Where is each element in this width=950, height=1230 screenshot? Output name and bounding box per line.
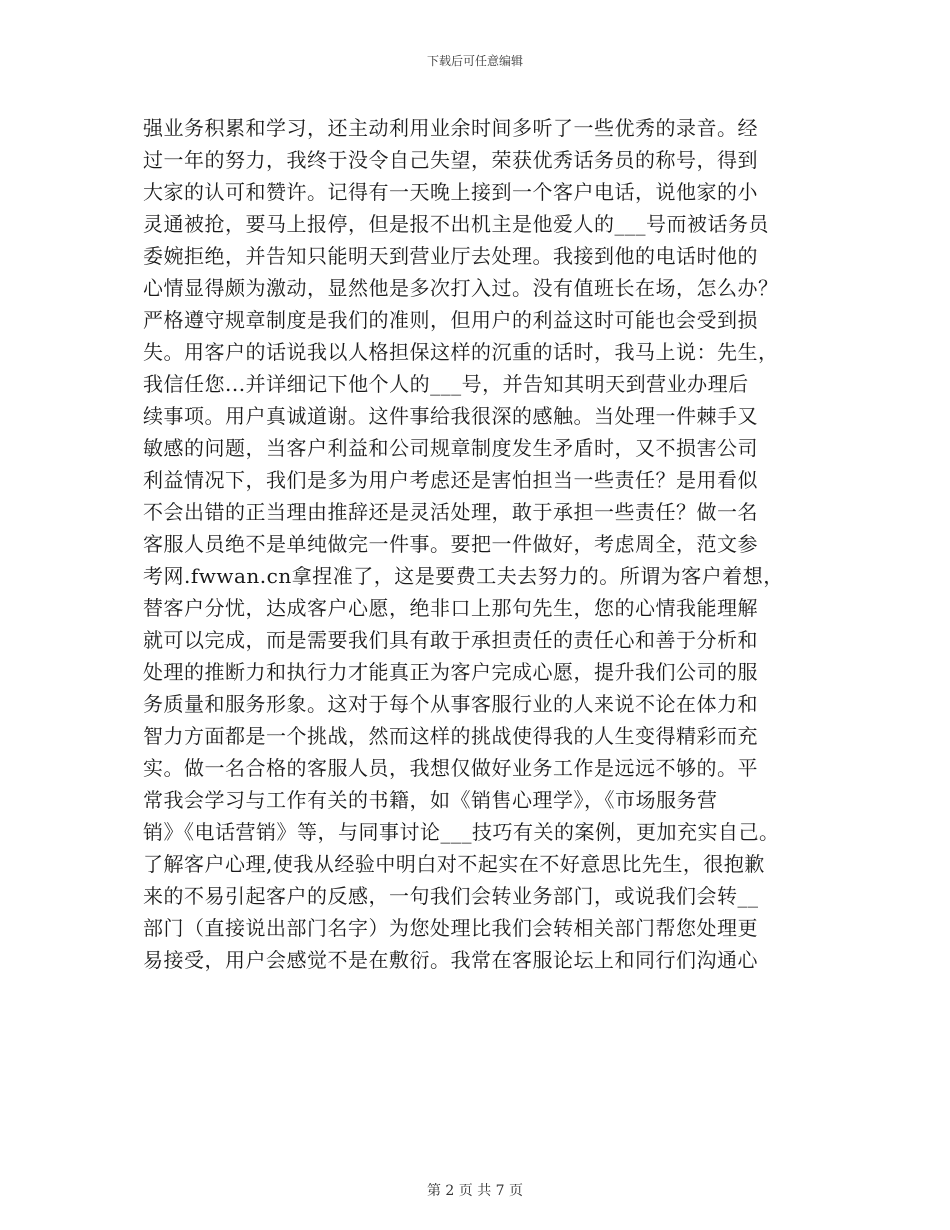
body-line: 利益情况下，我们是多为用户考虑还是害怕担当一些责任？是用看似 xyxy=(143,468,758,492)
body-line: 易接受，用户会感觉不是在敷衍。我常在客服论坛上和同行们沟通心 xyxy=(143,948,758,972)
body-line: 实。做一名合格的客服人员，我想仅做好业务工作是远远不够的。平 xyxy=(143,756,758,780)
body-line: 心情显得颇为激动，显然他是多次打入过。没有值班长在场，怎么办？ xyxy=(143,276,779,300)
body-line: 过一年的努力，我终于没令自己失望，荣获优秀话务员的称号，得到 xyxy=(143,148,758,172)
body-line: 来的不易引起客户的反感，一句我们会转业务部门，或说我们会转__ xyxy=(143,884,759,908)
body-line: 销》《电话营销》等，与同事讨论___技巧有关的案例，更加充实自己。 xyxy=(143,820,780,844)
page-footer: 第 2 页 共 7 页 xyxy=(426,1183,524,1199)
body-line: 不会出错的正当理由推辞还是灵活处理，敢于承担一些责任？做一名 xyxy=(143,500,758,524)
document-body xyxy=(143,112,823,976)
body-line: 就可以完成，而是需要我们具有敢于承担责任的责任心和善于分析和 xyxy=(143,628,758,652)
body-line: 严格遵守规章制度是我们的准则，但用户的利益这时可能也会受到损 xyxy=(143,308,758,332)
page-header: 下载后可任意编辑 xyxy=(426,54,523,68)
body-line: 敏感的问题，当客户利益和公司规章制度发生矛盾时，又不损害公司 xyxy=(143,436,758,460)
body-line: 客服人员绝不是单纯做完一件事。要把一件做好，考虑周全，范文参 xyxy=(143,532,758,556)
body-line: 强业务积累和学习，还主动利用业余时间多听了一些优秀的录音。经 xyxy=(143,116,758,140)
body-line: 失。用客户的话说我以人格担保这样的沉重的话时，我马上说：先生， xyxy=(143,340,779,364)
body-line: 我信任您...并详细记下他个人的___号，并告知其明天到营业办理后 xyxy=(143,372,749,396)
body-line: 智力方面都是一个挑战，然而这样的挑战使得我的人生变得精彩而充 xyxy=(143,724,758,748)
body-line: 大家的认可和赞许。记得有一天晚上接到一个客户电话，说他家的小 xyxy=(143,180,758,204)
body-line: 替客户分忧，达成客户心愿，绝非口上那句先生，您的心情我能理解 xyxy=(143,596,758,620)
body-line: 考网.fwwan.cn拿捏准了，这是要费工夫去努力的。所谓为客户着想， xyxy=(143,564,784,588)
body-line: 常我会学习与工作有关的书籍，如《销售心理学》，《市场服务营 xyxy=(143,788,718,812)
body-line: 处理的推断力和执行力才能真正为客户完成心愿，提升我们公司的服 xyxy=(143,660,758,684)
body-line: 了解客户心理,使我从经验中明白对不起实在不好意思比先生，很抱歉 xyxy=(143,852,765,876)
body-line: 续事项。用户真诚道谢。这件事给我很深的感触。当处理一件棘手又 xyxy=(143,404,758,428)
body-line: 灵通被抢，要马上报停，但是报不出机主是他爱人的___号而被话务员 xyxy=(143,212,769,236)
body-line: 委婉拒绝，并告知只能明天到营业厅去处理。我接到他的电话时他的 xyxy=(143,244,758,268)
body-line: 务质量和服务形象。这对于每个从事客服行业的人来说不论在体力和 xyxy=(143,692,758,716)
body-line: 部门（直接说出部门名字）为您处理比我们会转相关部门帮您处理更 xyxy=(143,916,758,940)
